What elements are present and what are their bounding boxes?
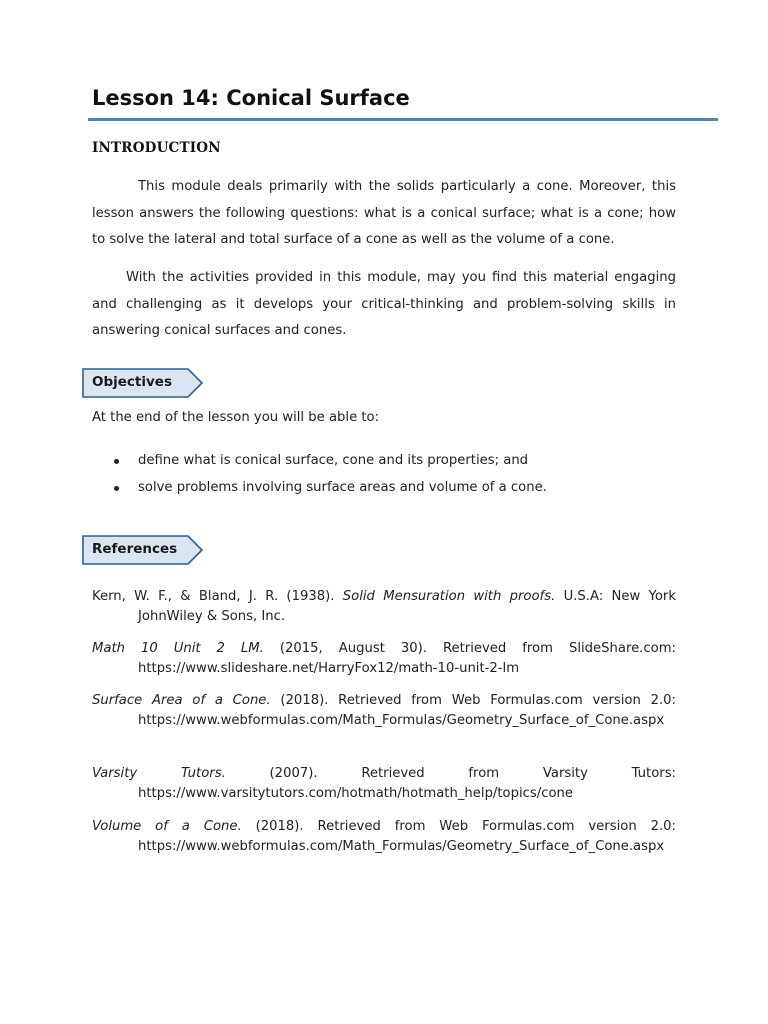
reference-entry — [92, 639, 676, 679]
reference-first-line — [92, 587, 676, 607]
objective-text: solve problems involving surface areas and volume of a cone. — [138, 480, 547, 495]
reference-title: Varsity Tutors. — [92, 766, 226, 781]
reference-title: Surface Area of a Cone. — [92, 693, 271, 708]
reference-entry — [92, 764, 676, 804]
reference-first-line — [92, 817, 676, 837]
reference-url: https://www.slideshare.net/HarryFox12/math-10-unit-2-lm — [138, 661, 520, 676]
reference-url: https://www.webformulas.com/Math_Formulas/Geometry_Surface_of_Cone.aspx — [138, 713, 665, 728]
page-title: Lesson 14: Conical Surface — [92, 86, 410, 110]
reference-details: (2007). Retrieved from Varsity Tutors: — [269, 766, 677, 781]
reference-url: https://www.webformulas.com/Math_Formulas/Geometry_Surface_of_Cone.aspx — [138, 839, 665, 854]
reference-entry — [92, 587, 676, 627]
title-underline — [88, 118, 718, 121]
reference-first-line — [92, 691, 676, 711]
reference-entry — [92, 691, 676, 731]
reference-author: Kern, W. F., & Bland, J. R. (1938). — [92, 589, 335, 604]
list-item — [92, 449, 676, 476]
reference-details: (2015, August 30). Retrieved from SlideShare.com: — [279, 641, 676, 656]
intro-paragraph-1: This module deals primarily with the solids particularly a cone. Moreover, this lesson answers the following questions: what is a conical surface; what is a cone; how to solve the lateral and total surface of a cone as well as the volume of a cone. — [92, 179, 676, 247]
reference-details: (2018). Retrieved from Web Formulas.com version 2.0: — [280, 693, 676, 708]
reference-details: U.S.A: New York — [563, 589, 676, 604]
reference-first-line — [92, 764, 676, 784]
reference-url: https://www.varsitytutors.com/hotmath/hotmath_help/topics/cone — [138, 786, 574, 801]
bullet-icon — [114, 459, 119, 464]
reference-entry — [92, 817, 676, 857]
list-item — [92, 476, 676, 503]
objectives-tag-label: Objectives — [92, 374, 172, 390]
introduction-heading: INTRODUCTION — [92, 140, 221, 156]
references-tag — [82, 535, 204, 565]
intro-paragraph-2: With the activities provided in this module, may you find this material engaging and challenging as it develops your critical-thinking and problem-solving skills in answering conical surfaces and cones. — [92, 270, 676, 338]
objectives-list — [92, 449, 676, 503]
objective-text: define what is conical surface, cone and its properties; and — [138, 453, 529, 468]
reference-title: Solid Mensuration with proofs. — [342, 589, 556, 604]
reference-first-line — [92, 639, 676, 659]
reference-title: Volume of a Cone. — [92, 819, 242, 834]
reference-details: (2018). Retrieved from Web Formulas.com version 2.0: — [255, 819, 676, 834]
reference-continuation: JohnWiley & Sons, Inc. — [138, 609, 286, 624]
reference-title: Math 10 Unit 2 LM. — [92, 641, 264, 656]
objectives-tag — [82, 368, 204, 398]
references-tag-label: References — [92, 541, 178, 557]
bullet-icon — [114, 486, 119, 491]
objectives-lead: At the end of the lesson you will be able to: — [92, 410, 380, 425]
